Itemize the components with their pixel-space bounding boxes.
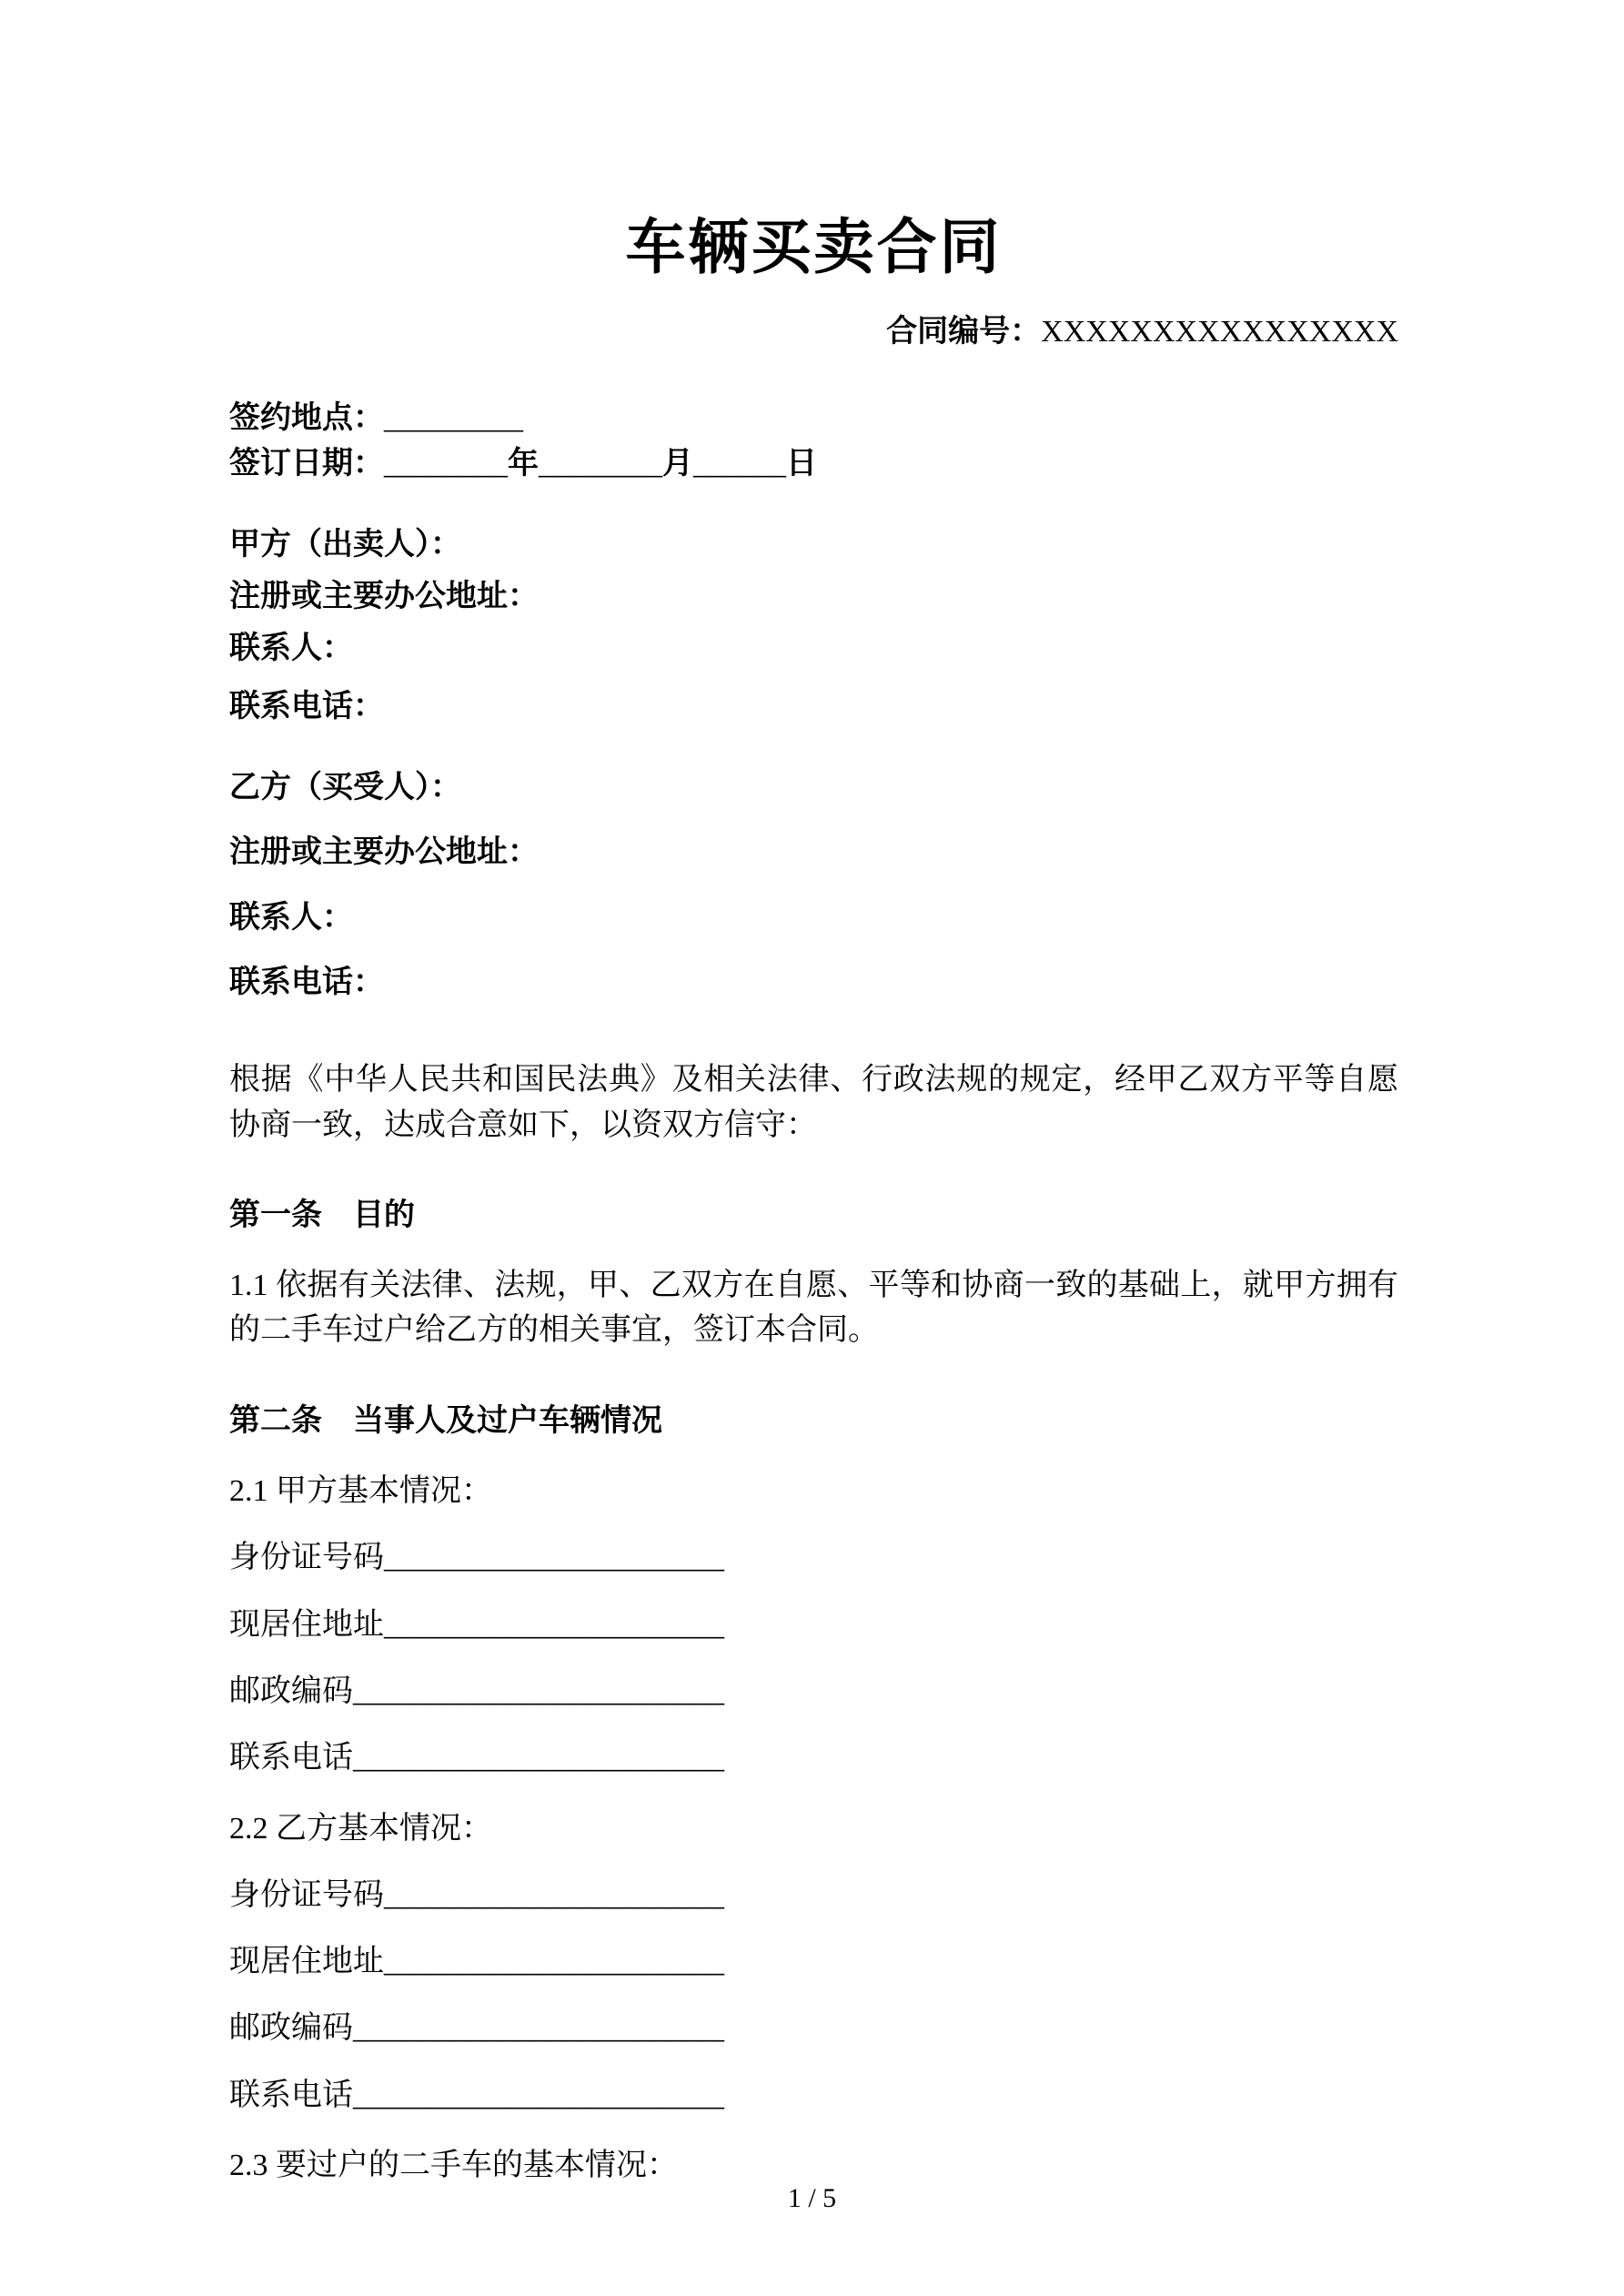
- party-b-phone-label: 联系电话：: [229, 965, 384, 999]
- party-b-id-number-row: [229, 1873, 1398, 1917]
- party-a-id-number-row: [229, 1535, 1398, 1580]
- party-b-address-label: 注册或主要办公地址：: [229, 835, 539, 870]
- field-label: 邮政编码: [229, 1674, 353, 1708]
- party-b-address-row: [229, 1939, 1398, 1984]
- signing-place-blank: _________: [384, 401, 523, 436]
- signing-date-month-blank: ________: [539, 446, 662, 480]
- field-label: 联系电话: [229, 2078, 353, 2112]
- clause-2-3: 2.3 要过户的二手车的基本情况：: [229, 2149, 678, 2183]
- signing-place-label: 签约地点：: [229, 401, 384, 436]
- article-2-heading: 第二条 当事人及过户车辆情况: [229, 1402, 662, 1438]
- party-a-contact-label: 联系人：: [229, 632, 353, 666]
- signing-info-block: [229, 396, 1398, 486]
- document-title: 车辆买卖合同: [625, 213, 1003, 280]
- signing-date-day-blank: ______: [693, 446, 786, 480]
- signing-date-year-blank: ________: [384, 446, 508, 480]
- party-a-address-row: [229, 1603, 1398, 1647]
- clause-1-1: 1.1 依据有关法律、法规，甲、乙双方在自愿、平等和协商一致的基础上，就甲方拥有的二手车过户给乙方的相关事宜，签订本合同。: [229, 1269, 1398, 1348]
- clause-2-1: 2.1 甲方基本情况：: [229, 1474, 492, 1509]
- page-number: 1 / 5: [787, 2182, 837, 2213]
- field-label: 联系电话: [229, 1741, 353, 1775]
- field-blank: ________________________: [353, 2078, 724, 2112]
- signing-date-month-label: 月: [662, 446, 693, 480]
- field-label: 现居住地址: [229, 1945, 384, 1979]
- party-a-address-label: 注册或主要办公地址：: [229, 580, 539, 614]
- party-b-block: [229, 765, 1398, 1005]
- field-blank: ______________________: [384, 1541, 724, 1575]
- party-b-phone-row: [229, 2073, 1398, 2118]
- party-a-name-label: 甲方（出卖人）：: [229, 527, 461, 561]
- field-label: 身份证号码: [229, 1877, 384, 1912]
- contract-number-line: [229, 309, 1398, 354]
- party-a-phone-label: 联系电话：: [229, 689, 384, 723]
- preamble-paragraph: 根据《中华人民共和国民法典》及相关法律、行政法规的规定，经甲乙双方平等自愿协商一致，达成合意如下，以资双方信守：: [229, 1063, 1398, 1142]
- field-blank: ________________________: [353, 1674, 724, 1708]
- field-label: 身份证号码: [229, 1541, 384, 1575]
- field-blank: ________________________: [353, 1741, 724, 1775]
- signing-date-line: [229, 441, 1398, 486]
- party-b-postcode-row: [229, 2006, 1398, 2050]
- signing-date-year-label: 年: [508, 446, 539, 480]
- contract-number-value: XXXXXXXXXXXXXXXX: [1041, 315, 1398, 349]
- party-b-name-label: 乙方（买受人）：: [229, 771, 461, 805]
- signing-date-label: 签订日期：: [229, 446, 384, 480]
- field-label: 邮政编码: [229, 2011, 353, 2046]
- party-a-postcode-row: [229, 1669, 1398, 1714]
- field-blank: ________________________: [353, 2011, 724, 2046]
- party-a-phone-row: [229, 1735, 1398, 1780]
- party-a-block: [229, 522, 1398, 729]
- field-blank: ______________________: [384, 1945, 724, 1979]
- field-label: 现居住地址: [229, 1607, 384, 1642]
- contract-number-label: 合同编号：: [886, 315, 1042, 349]
- field-blank: ______________________: [384, 1877, 724, 1912]
- signing-date-day-label: 日: [786, 446, 817, 480]
- field-blank: ______________________: [384, 1607, 724, 1642]
- article-1-heading: 第一条 目的: [229, 1197, 415, 1232]
- signing-place-line: [229, 396, 1398, 440]
- clause-2-2: 2.2 乙方基本情况：: [229, 1811, 492, 1846]
- party-b-contact-label: 联系人：: [229, 900, 353, 935]
